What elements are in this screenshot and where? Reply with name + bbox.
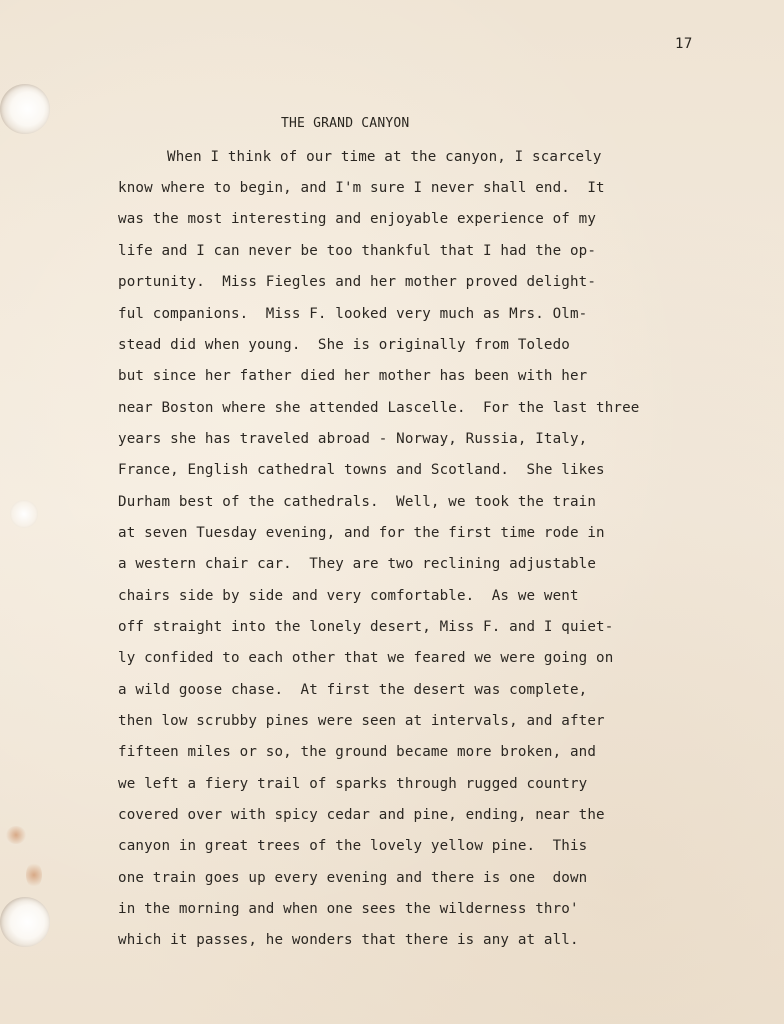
- text-line: off straight into the lonely desert, Miss F. and I quiet-: [118, 619, 614, 635]
- text-line: years she has traveled abroad - Norway, Russia, Italy,: [118, 431, 588, 447]
- text-line: but since her father died her mother has been with her: [118, 368, 588, 384]
- text-line: know where to begin, and I'm sure I never shall end. It: [118, 180, 605, 196]
- text-line: When I think of our time at the canyon, I scarcely: [167, 149, 602, 165]
- text-line: a wild goose chase. At first the desert was complete,: [118, 682, 588, 698]
- text-line: chairs side by side and very comfortable. As we went: [118, 588, 579, 604]
- page-title: THE GRAND CANYON: [281, 116, 410, 131]
- stain-mark: [6, 826, 26, 844]
- text-line: near Boston where she attended Lascelle. For the last three: [118, 400, 640, 416]
- text-line: then low scrubby pines were seen at intervals, and after: [118, 713, 605, 729]
- text-line: ly confided to each other that we feared we were going on: [118, 650, 614, 666]
- text-line: Durham best of the cathedrals. Well, we took the train: [118, 494, 597, 510]
- text-line: covered over with spicy cedar and pine, ending, near the: [118, 807, 605, 823]
- text-line: in the morning and when one sees the wilderness thro': [118, 901, 579, 917]
- text-line: a western chair car. They are two reclining adjustable: [118, 556, 597, 572]
- text-line: one train goes up every evening and there is one down: [118, 870, 588, 886]
- text-line: fifteen miles or so, the ground became more broken, and: [118, 744, 597, 760]
- binder-hole-middle: [10, 500, 38, 528]
- text-line: canyon in great trees of the lovely yellow pine. This: [118, 838, 588, 854]
- text-line: which it passes, he wonders that there is any at all.: [118, 932, 579, 948]
- text-line: stead did when young. She is originally from Toledo: [118, 337, 570, 353]
- text-line: we left a fiery trail of sparks through rugged country: [118, 776, 588, 792]
- text-line: ful companions. Miss F. looked very much as Mrs. Olm-: [118, 306, 588, 322]
- text-line: at seven Tuesday evening, and for the first time rode in: [118, 525, 605, 541]
- text-line: was the most interesting and enjoyable experience of my: [118, 211, 597, 227]
- binder-hole-bottom: [0, 897, 50, 947]
- text-line: portunity. Miss Fiegles and her mother proved delight-: [118, 274, 597, 290]
- stain-mark: [26, 862, 42, 888]
- page-number: 17: [675, 36, 693, 52]
- text-line: France, English cathedral towns and Scotland. She likes: [118, 462, 605, 478]
- binder-hole-top: [0, 84, 50, 134]
- text-line: life and I can never be too thankful that I had the op-: [118, 243, 597, 259]
